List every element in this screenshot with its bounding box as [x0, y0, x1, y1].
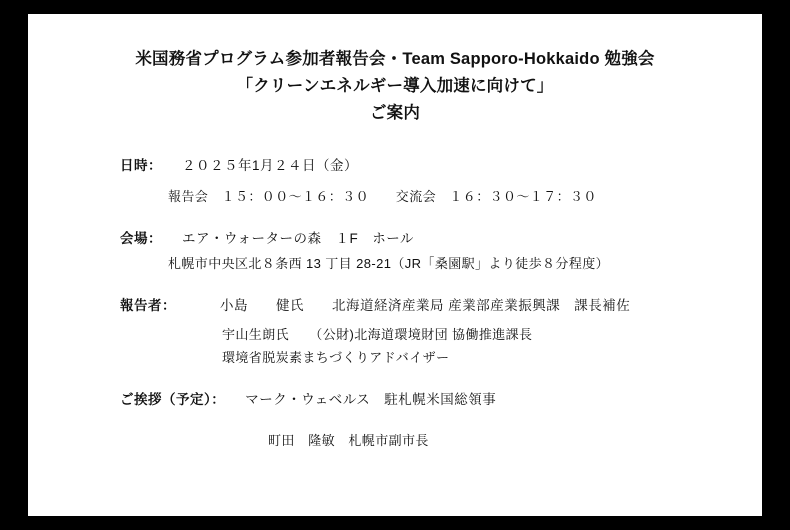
section-greetings-value: マーク・ウェベルス 駐札幌米国総領事 [245, 391, 497, 407]
section-greetings [120, 388, 732, 449]
document-title-block [28, 14, 762, 128]
section-speakers-heading [120, 294, 732, 314]
section-datetime-label: 日時： [120, 157, 162, 173]
section-greetings-heading [120, 388, 732, 408]
document-page [28, 14, 762, 516]
section-venue [120, 227, 732, 272]
section-venue-detail: 札幌市中央区北８条西 13 丁目 28-21（JR「桑園駅」より徒歩８分程度） [168, 255, 610, 271]
title-line-1: 米国務省プログラム参加者報告会・Team Sapporo-Hokkaido 勉強会 [135, 50, 655, 68]
section-datetime-heading [120, 154, 732, 174]
section-speakers-label: 報告者： [120, 297, 176, 313]
title-line-3: ご案内 [369, 104, 421, 123]
document-body [28, 154, 762, 449]
section-venue-heading [120, 227, 732, 247]
section-datetime-detail: 報告会 １５：００〜１６：３０ 交流会 １６：３０〜１７：３０ [168, 188, 597, 204]
section-speakers-detail: 宇山生朗氏 （公財)北海道環境財団 協働推進課長 [222, 326, 533, 342]
section-venue-label: 会場： [120, 230, 162, 246]
section-speakers-detail-2: 環境省脱炭素まちづくりアドバイザー [222, 349, 450, 365]
section-speakers-value: 小島 健氏 北海道経済産業局 産業部産業振興課 課長補佐 [220, 297, 631, 313]
section-greetings-label: ご挨拶（予定）： [120, 391, 226, 407]
section-datetime [120, 154, 732, 205]
section-greetings-detail: 町田 隆敏 札幌市副市長 [268, 432, 429, 448]
section-venue-value: エア・ウォーターの森 １F ホール [182, 230, 414, 246]
section-datetime-value: ２０２５年1月２４日（金） [182, 157, 359, 173]
section-speakers [120, 294, 732, 366]
title-line-2: 「クリーンエネルギー導入加速に向けて」 [236, 77, 554, 96]
